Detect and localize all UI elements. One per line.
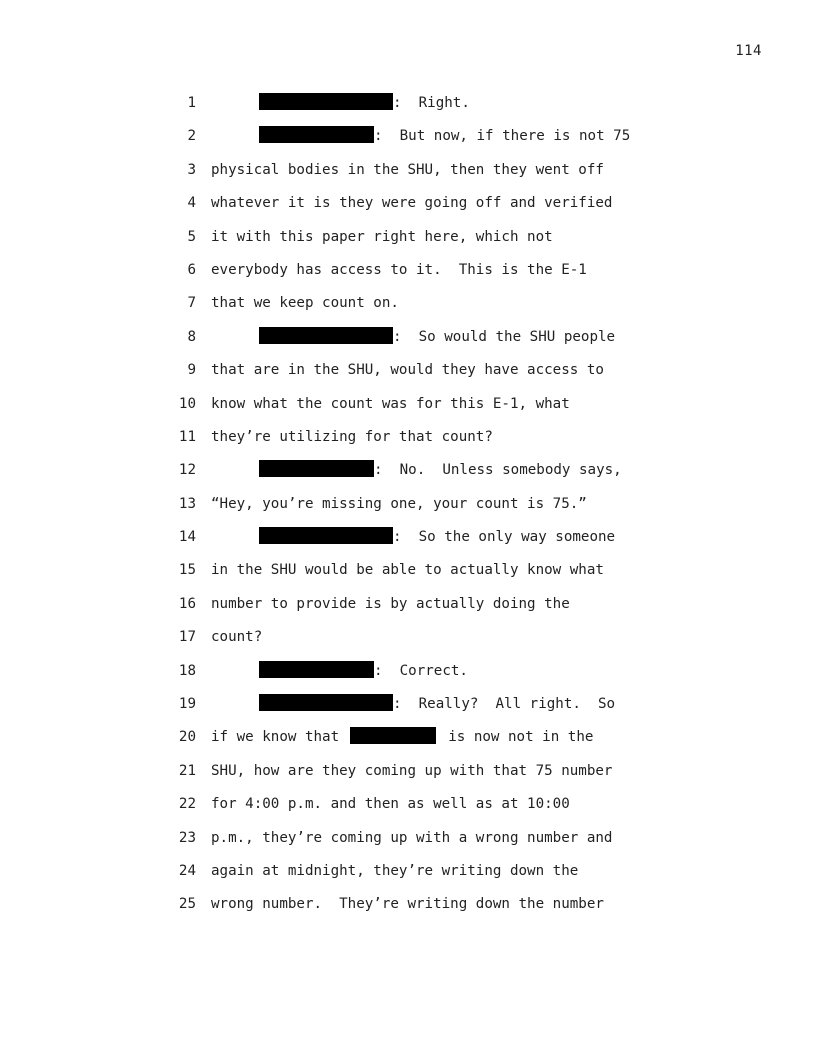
transcript-body <box>170 87 770 922</box>
line-text: : Right. <box>393 95 470 111</box>
line-number: 22 <box>178 796 196 813</box>
line-text: know what the count was for this E-1, what <box>211 395 570 412</box>
line-number: 18 <box>178 662 196 679</box>
line-number: 3 <box>187 161 196 178</box>
transcript-line <box>170 321 770 354</box>
line-text: : Really? All right. So <box>393 696 616 713</box>
line-text: that we keep count on. <box>211 295 399 312</box>
line-number: 4 <box>187 195 196 212</box>
transcript-line <box>170 254 770 287</box>
transcript-line <box>170 354 770 387</box>
redacted-inmate-name <box>350 727 436 744</box>
line-number: 1 <box>187 95 196 111</box>
transcript-line <box>170 822 770 855</box>
line-text: number to provide is by actually doing the <box>211 595 570 612</box>
transcript-line <box>170 221 770 254</box>
line-number: 11 <box>178 428 196 445</box>
line-text: whatever it is they were going off and verified <box>211 195 613 212</box>
transcript-line <box>170 454 770 487</box>
line-number: 7 <box>187 295 196 312</box>
transcript-line <box>170 888 770 921</box>
line-text: count? <box>211 629 263 646</box>
transcript-line <box>170 788 770 821</box>
line-text: in the SHU would be able to actually know what <box>211 562 604 579</box>
line-text: : But now, if there is not 75 <box>374 128 631 145</box>
line-text: it with this paper right here, which not <box>211 228 553 245</box>
line-number: 2 <box>187 128 196 145</box>
line-text: physical bodies in the SHU, then they went off <box>211 161 604 178</box>
transcript-line <box>170 688 770 721</box>
transcript-line <box>170 755 770 788</box>
line-number: 5 <box>187 228 196 245</box>
line-number: 19 <box>178 696 196 713</box>
line-number: 17 <box>178 629 196 646</box>
transcript-line <box>170 554 770 587</box>
line-text: : So the only way someone <box>393 529 616 546</box>
page-number: 114 <box>735 43 762 59</box>
line-text: is now not in the <box>448 729 594 746</box>
line-text: for 4:00 p.m. and then as well as at 10:00 <box>211 796 570 813</box>
redacted-speaker-name <box>259 527 393 544</box>
transcript-line <box>170 521 770 554</box>
line-number: 21 <box>178 762 196 779</box>
line-text: p.m., they’re coming up with a wrong number and <box>211 829 613 846</box>
transcript-line <box>170 721 770 754</box>
transcript-line <box>170 855 770 888</box>
line-text: wrong number. They’re writing down the number <box>211 896 604 913</box>
line-text: again at midnight, they’re writing down the <box>211 862 579 879</box>
line-number: 24 <box>178 862 196 879</box>
line-text-before: if we know that <box>211 729 340 746</box>
redacted-speaker-name <box>259 126 374 143</box>
redacted-speaker-name <box>259 694 393 711</box>
line-number: 14 <box>178 529 196 546</box>
transcript-line <box>170 488 770 521</box>
line-text: : So would the SHU people <box>393 328 616 345</box>
redacted-speaker-name <box>259 327 393 344</box>
line-text: : No. Unless somebody says, <box>374 462 622 479</box>
line-number: 13 <box>178 495 196 512</box>
line-number: 15 <box>178 562 196 579</box>
transcript-line <box>170 187 770 220</box>
redacted-speaker-name <box>259 661 374 678</box>
line-number: 12 <box>178 462 196 479</box>
transcript-line <box>170 388 770 421</box>
transcript-line <box>170 621 770 654</box>
transcript-line <box>170 588 770 621</box>
transcript-line <box>170 154 770 187</box>
transcript-line <box>170 120 770 153</box>
line-text: SHU, how are they coming up with that 75 number <box>211 762 613 779</box>
line-number: 8 <box>187 328 196 345</box>
transcript-line <box>170 655 770 688</box>
redacted-speaker-name <box>259 93 393 110</box>
line-text: that are in the SHU, would they have access to <box>211 362 604 379</box>
line-text: : Correct. <box>374 662 468 679</box>
line-text: “Hey, you’re missing one, your count is 75.” <box>211 495 587 512</box>
transcript-line <box>170 87 770 120</box>
transcript-line <box>170 287 770 320</box>
line-text: they’re utilizing for that count? <box>211 428 493 445</box>
line-number: 23 <box>178 829 196 846</box>
transcript-line <box>170 421 770 454</box>
redacted-speaker-name <box>259 460 374 477</box>
line-number: 20 <box>178 729 196 746</box>
line-number: 10 <box>178 395 196 412</box>
line-number: 9 <box>187 362 196 379</box>
line-number: 6 <box>187 261 196 278</box>
line-text: everybody has access to it. This is the E-1 <box>211 261 587 278</box>
line-number: 25 <box>178 896 196 913</box>
line-number: 16 <box>178 595 196 612</box>
